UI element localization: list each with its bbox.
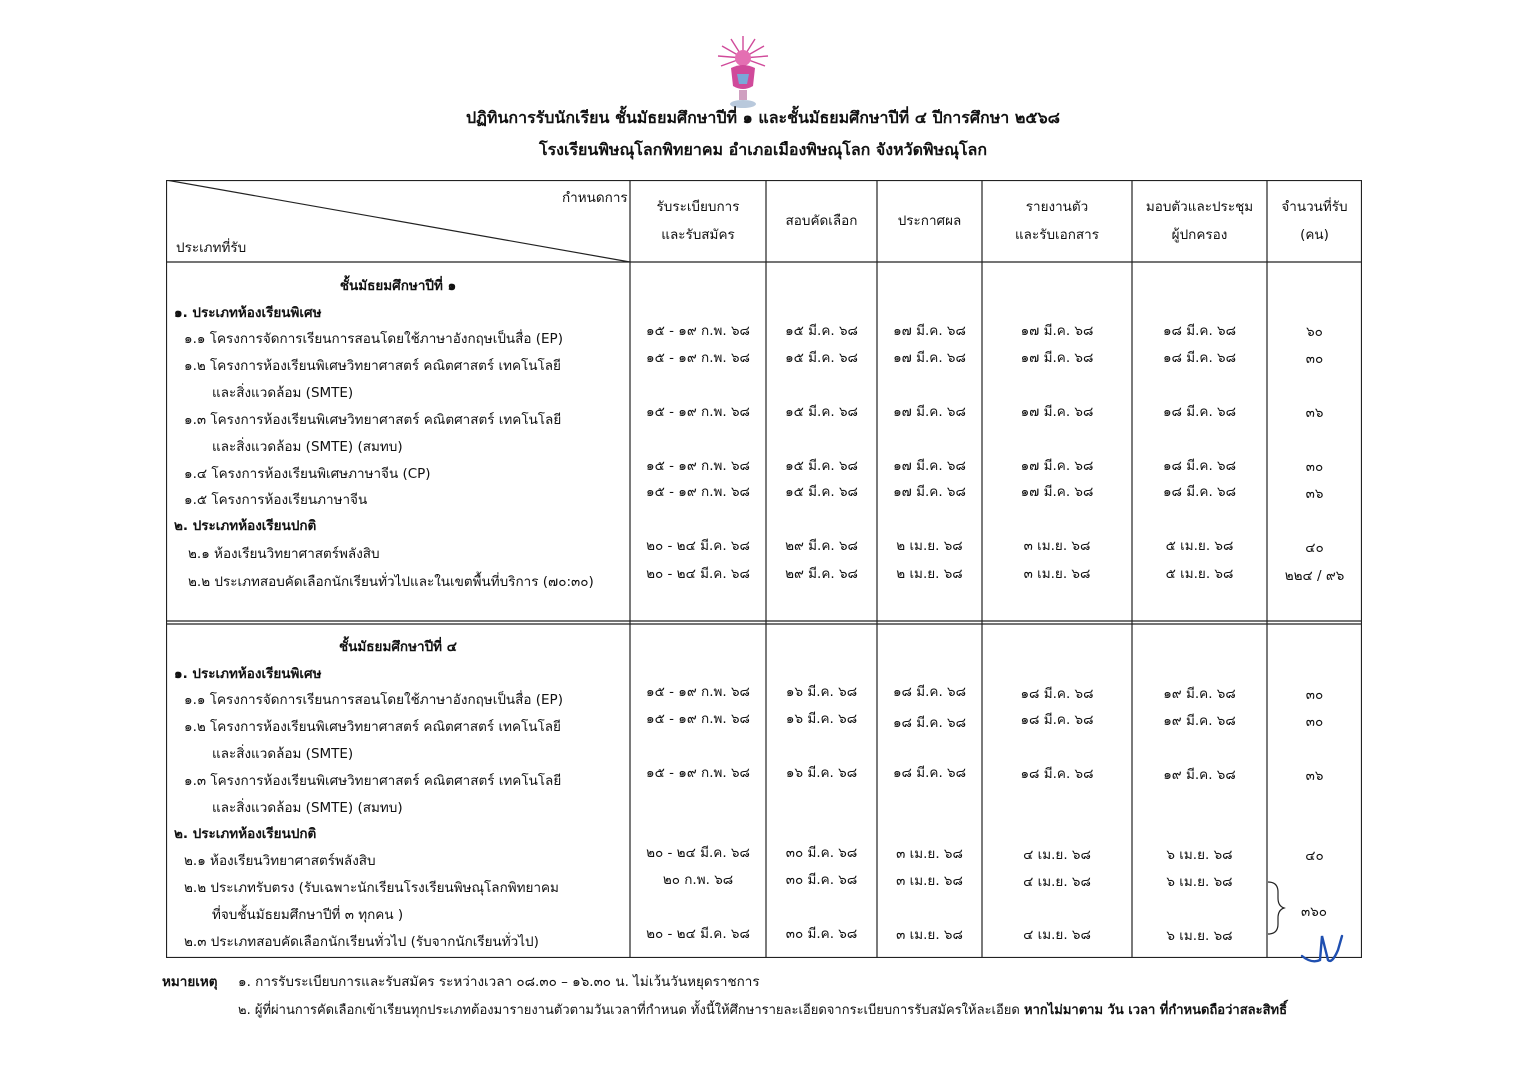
note-1: ๑. การรับระเบียบการและรับสมัคร ระหว่างเวลา ๐๘.๓๐ – ๑๖.๓๐ น. ไม่เว้นวันหยุดราชการ (238, 974, 760, 990)
header-count: จำนวนที่รับ (คน) (1281, 199, 1348, 243)
admission-calendar-table: กำหนดการ ประเภทที่รับ รับระเบียบการ และรับสมัคร สอบคัดเลือก ประกาศผล รายงานตัว และรับเอกสาร มอบตัวและประชุม ผู้ปกครอง จำนวนที่รับ (คน) ชั้นมัธยมศึกษาปีที่ ๑ ๑. ประเภทห้องเรียนพิเศษ ๑.๑ โครงการจัดการเรียนการสอนโดยใช้ภาษาอังกฤษเป็นสื่อ (EP) ๑๕ - ๑๙ ก.พ. ๖๘ ๑๕ มี.ค. ๖๘ ๑๗ มี.ค. ๖๘ ๑๗ มี.ค. ๖๘ ๑๘ มี.ค. ๖๘ ๖๐ ๑.๒ โครงการห้องเรียนพิเศษวิทยาศาสตร์ คณิตศาสตร์ เทคโนโลยี และสิ่งแวดล้อม (SMTE) ๑๕ - ๑๙ ก.พ. ๖๘ ๑๕ มี.ค. ๖๘ ๑๗ มี.ค. ๖๘ ๑๗ มี.ค. ๖๘ ๑๘ มี.ค. ๖๘ ๓๐ ๑.๓ โครงการห้องเรียนพิเศษวิทยาศาสตร์ คณิตศาสตร์ เทคโนโลยี และสิ่งแวดล้อม (SMTE) (สมทบ) ๑๕ - ๑๙ ก.พ. ๖๘ ๑๕ มี.ค. ๖๘ ๑๗ มี.ค. ๖๘ ๑๗ มี.ค. ๖๘ ๑๘ มี.ค. ๖๘ ๓๖ ๑.๔ โครงการห้องเรียนพิเศษภาษาจีน (CP) ๑๕ - ๑๙ ก.พ. ๖๘ ๑๕ มี.ค. ๖๘ ๑๗ มี.ค. ๖๘ ๑๗ มี.ค. ๖๘ ๑๘ มี.ค. ๖๘ ๓๐ ๑.๕ โครงการห้องเรียนภาษาจีน ๑๕ - ๑๙ ก.พ. ๖๘ ๑๕ มี.ค. ๖๘ ๑๗ มี.ค. ๖๘ ๑๗ มี.ค. ๖๘ ๑๘ มี.ค. ๖๘ ๓๖ ๒. ประเภทห้องเรียนปกติ ๒.๑ ห้องเรียนวิทยาศาสตร์พลังสิบ ๒๐ - ๒๔ มี.ค. ๖๘ ๒๙ มี.ค. ๖๘ ๒ เม.ย. ๖๘ ๓ เม.ย. ๖๘ ๕ เม.ย. ๖๘ ๔๐ ๒.๒ ประเภทสอบคัดเลือกนักเรียนทั่วไปและในเขตพื้นที่บริการ (๗๐:๓๐) ๒๐ - ๒๔ มี.ค. ๖๘ ๒๙ มี.ค. ๖๘ ๒ เม.ย. ๖๘ ๓ เม.ย. ๖๘ ๕ เม.ย. ๖๘ ๒๒๔ / ๙๖ ชั้นมัธยมศึกษาปีที่ ๔ ๑. ประเภทห้องเรียนพิเศษ ๑.๑ โครงการจัดการเรียนการสอนโดยใช้ภาษาอังกฤษเป็นสื่อ (EP) ๑๕ - ๑๙ ก.พ. ๖๘ ๑๖ มี.ค. ๖๘ ๑๘ มี.ค. ๖๘ ๑๘ มี.ค. ๖๘ ๑๙ มี.ค. ๖๘ ๓๐ ๑.๒ โครงการห้องเรียนพิเศษวิทยาศาสตร์ คณิตศาสตร์ เทคโนโลยี และสิ่งแวดล้อม (SMTE) ๑๕ - ๑๙ ก.พ. ๖๘ ๑๖ มี.ค. ๖๘ ๑๘ มี.ค. ๖๘ ๑๘ มี.ค. ๖๘ ๑๙ มี.ค. ๖๘ ๓๐ ๑.๓ โครงการห้องเรียนพิเศษวิทยาศาสตร์ คณิตศาสตร์ เทคโนโลยี และสิ่งแวดล้อม (SMTE) (สมทบ) ๑๕ - ๑๙ ก.พ. ๖๘ ๑๖ มี.ค. ๖๘ ๑๘ มี.ค. ๖๘ ๑๘ มี.ค. ๖๘ ๑๙ มี.ค. ๖๘ ๓๖ ๒. ประเภทห้องเรียนปกติ ๒.๑ ห้องเรียนวิทยาศาสตร์พลังสิบ ๒๐ - ๒๔ มี.ค. ๖๘ ๓๐ มี.ค. ๖๘ ๓ เม.ย. ๖๘ ๔ เม.ย. ๖๘ ๖ เม.ย. ๖๘ ๔๐ ๒.๒ ประเภทรับตรง (รับเฉพาะนักเรียนโรงเรียนพิษณุโลกพิทยาคม ที่จบชั้นมัธยมศึกษาปีที่ ๓ ทุกคน ) ๒๐ ก.พ. ๖๘ ๓๐ มี.ค. ๖๘ ๓ เม.ย. ๖๘ ๔ เม.ย. ๖๘ ๖ เม.ย. ๖๘ ๒.๓ ประเภทสอบคัดเลือกนักเรียนทั่วไป (รับจากนักเรียนทั่วไป) ๒๐ - ๒๔ มี.ค. ๖๘ ๓๐ มี.ค. ๖๘ ๓ เม.ย. ๖๘ ๔ เม.ย. ๖๘ ๖ เม.ย. ๖๘ ๓๖๐ (166, 180, 1362, 958)
school-emblem (715, 34, 771, 110)
m4-heading: ชั้นมัธยมศึกษาปีที่ ๔ (339, 639, 457, 655)
header-enroll: มอบตัวและประชุม ผู้ปกครอง (1145, 199, 1254, 243)
diagonal-header-top: กำหนดการ (562, 190, 628, 206)
notes-label: หมายเหตุ (162, 974, 218, 990)
m1-normal-heading: ๒. ประเภทห้องเรียนปกติ (174, 518, 317, 534)
diagonal-header-bottom: ประเภทที่รับ (176, 240, 247, 256)
m4-normal-heading: ๒. ประเภทห้องเรียนปกติ (174, 826, 317, 842)
m1-special-heading: ๑. ประเภทห้องเรียนพิเศษ (174, 305, 322, 321)
document-subtitle: โรงเรียนพิษณุโลกพิทยาคม อำเภอเมืองพิษณุโลก จังหวัดพิษณุโลก (538, 140, 988, 159)
document-title: ปฏิทินการรับนักเรียน ชั้นมัธยมศึกษาปีที่ ๑ และชั้นมัธยมศึกษาปีที่ ๔ ปีการศึกษา ๒๕๖๘ (466, 108, 1060, 127)
header-apply: รับระเบียบการ และรับสมัคร (656, 199, 740, 243)
m4-special-heading: ๑. ประเภทห้องเรียนพิเศษ (174, 666, 322, 682)
note-2: ๒. ผู้ที่ผ่านการคัดเลือกเข้าเรียนทุกประเภทต้องมารายงานตัวตามวันเวลาที่กำหนด ทั้งนี้ให้ศึกษารายละเอียดจากระเบียบการรับสมัครให้ละเอียด หากไม่มาตาม วัน เวลา ที่กำหนดถือว่าสละสิทธิ์ (238, 1003, 1288, 1018)
combined-count: ๓๖๐ (1300, 904, 1328, 920)
signature-mark (1298, 930, 1346, 970)
header-report: รายงานตัว และรับเอกสาร (1014, 199, 1099, 243)
m1-heading: ชั้นมัธยมศึกษาปีที่ ๑ (339, 278, 457, 294)
header-exam: สอบคัดเลือก (785, 213, 858, 229)
header-announce: ประกาศผล (897, 213, 962, 229)
